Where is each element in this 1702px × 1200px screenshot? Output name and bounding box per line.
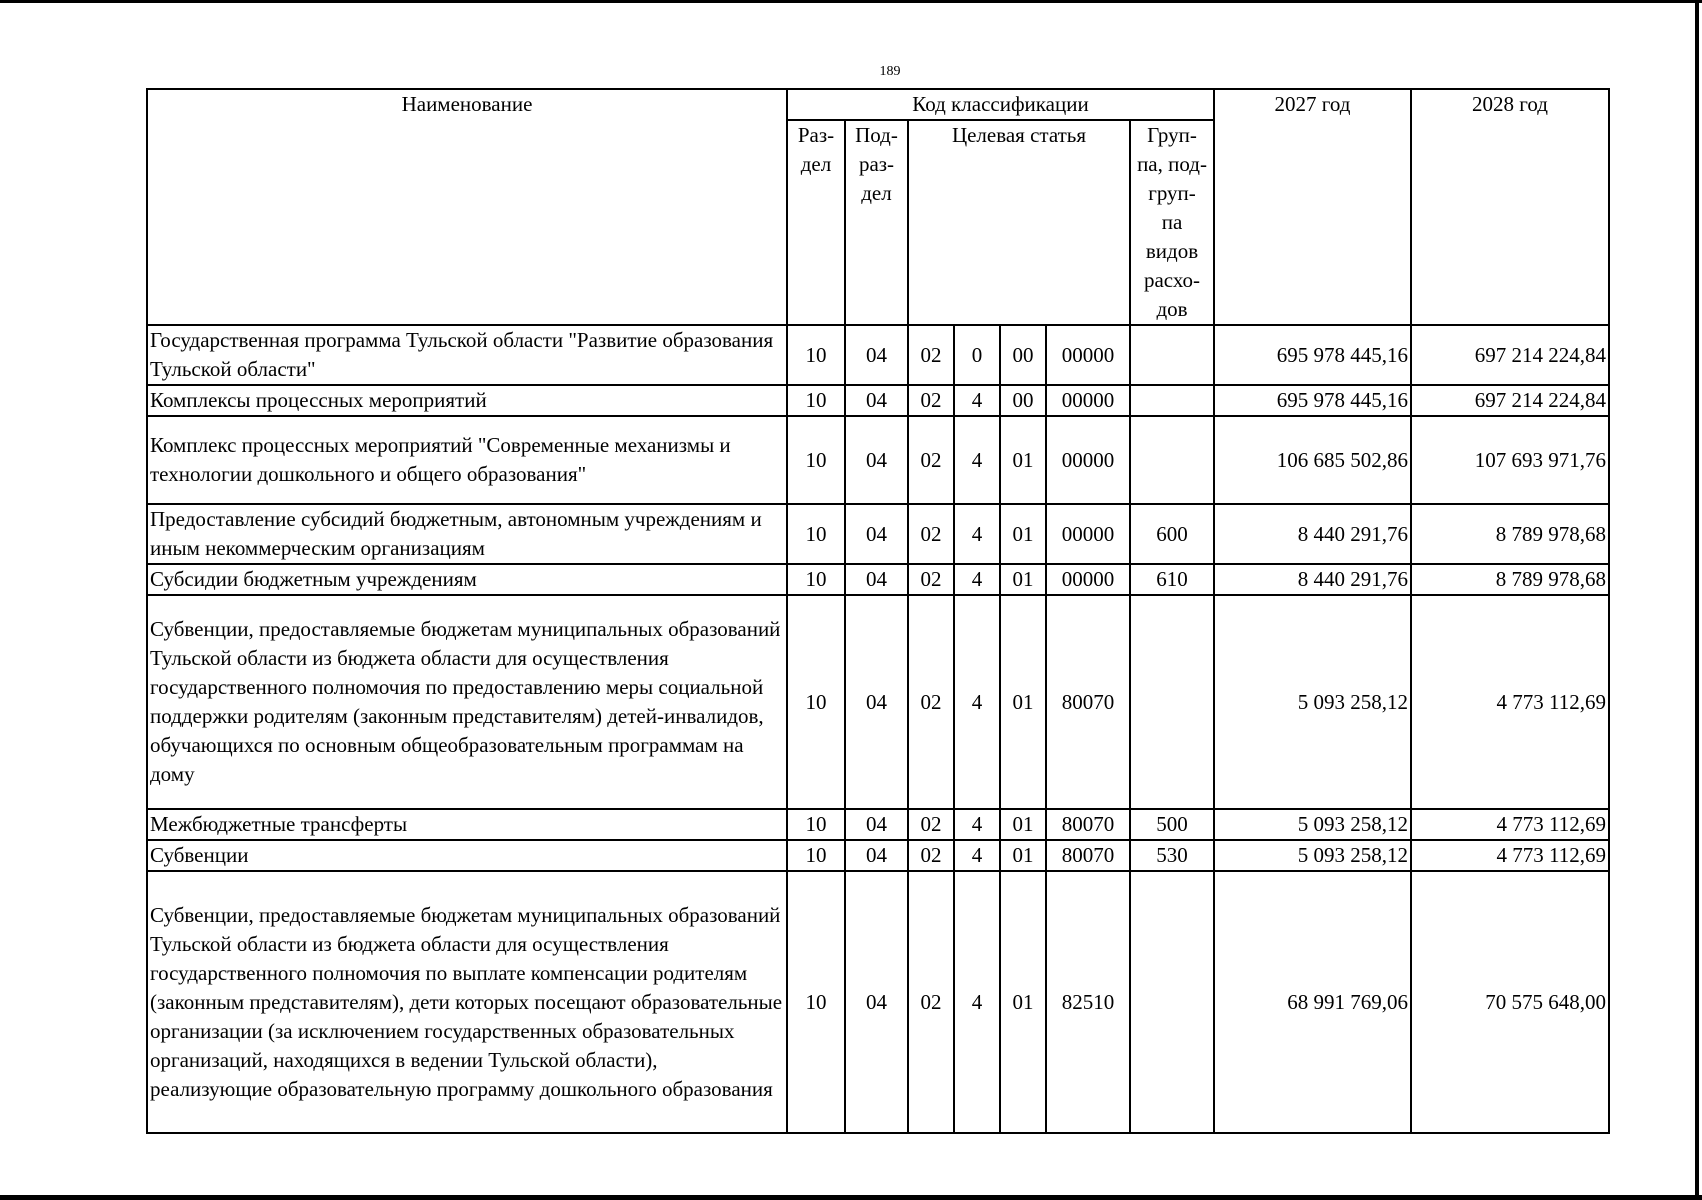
row-name: Субвенции, предоставляемые бюджетам муниципальных образований Тульской области из бюджета области для осуществления государственного полномочия по предоставлению меры социальной поддержки родителям (законным представителям) детей-инвалидов, обучающихся по основным общеобразовательным программам на дому [147, 595, 787, 809]
header-target-article: Целевая статья [908, 120, 1130, 325]
row-target-complex: 01 [1000, 504, 1046, 564]
row-podrazdel: 04 [845, 595, 908, 809]
row-target-complex: 01 [1000, 840, 1046, 871]
row-expense-group [1130, 325, 1214, 385]
row-amount-2028: 4 773 112,69 [1411, 809, 1609, 840]
row-amount-2027: 106 685 502,86 [1214, 416, 1411, 504]
row-podrazdel: 04 [845, 504, 908, 564]
row-amount-2028: 697 214 224,84 [1411, 325, 1609, 385]
row-target-complex: 00 [1000, 385, 1046, 416]
row-target-direction: 80070 [1046, 809, 1130, 840]
row-amount-2027: 695 978 445,16 [1214, 385, 1411, 416]
row-podrazdel: 04 [845, 840, 908, 871]
row-target-type: 4 [954, 385, 1000, 416]
row-amount-2027: 8 440 291,76 [1214, 564, 1411, 595]
row-razdel: 10 [787, 871, 845, 1133]
row-razdel: 10 [787, 325, 845, 385]
row-target-direction: 80070 [1046, 840, 1130, 871]
row-amount-2028: 107 693 971,76 [1411, 416, 1609, 504]
row-amount-2028: 70 575 648,00 [1411, 871, 1609, 1133]
row-target-program: 02 [908, 809, 954, 840]
row-target-program: 02 [908, 871, 954, 1133]
row-razdel: 10 [787, 416, 845, 504]
row-expense-group [1130, 871, 1214, 1133]
table-row [147, 809, 1609, 840]
row-name: Предоставление субсидий бюджетным, автономным учреждениям и иным некоммерческим организациям [147, 504, 787, 564]
row-expense-group [1130, 595, 1214, 809]
table-row [147, 385, 1609, 416]
budget-table [146, 88, 1610, 1134]
row-target-type: 4 [954, 809, 1000, 840]
header-row [147, 89, 1609, 120]
row-podrazdel: 04 [845, 809, 908, 840]
row-name: Комплекс процессных мероприятий "Современные механизмы и технологии дошкольного и общего образования" [147, 416, 787, 504]
row-amount-2027: 5 093 258,12 [1214, 809, 1411, 840]
scan-border-right [1695, 0, 1699, 1200]
row-name: Межбюджетные трансферты [147, 809, 787, 840]
row-target-program: 02 [908, 840, 954, 871]
row-target-type: 4 [954, 840, 1000, 871]
row-target-type: 4 [954, 416, 1000, 504]
table-row [147, 416, 1609, 504]
row-target-direction: 80070 [1046, 595, 1130, 809]
row-expense-group: 530 [1130, 840, 1214, 871]
row-target-direction: 00000 [1046, 416, 1130, 504]
row-podrazdel: 04 [845, 416, 908, 504]
row-amount-2027: 68 991 769,06 [1214, 871, 1411, 1133]
table-row [147, 840, 1609, 871]
row-razdel: 10 [787, 504, 845, 564]
row-razdel: 10 [787, 840, 845, 871]
row-amount-2027: 5 093 258,12 [1214, 840, 1411, 871]
row-target-complex: 01 [1000, 871, 1046, 1133]
row-target-type: 0 [954, 325, 1000, 385]
header-name: Наименование [147, 89, 787, 325]
row-target-type: 4 [954, 564, 1000, 595]
header-classification-code: Код классификации [787, 89, 1214, 120]
row-expense-group: 500 [1130, 809, 1214, 840]
table-row [147, 504, 1609, 564]
row-target-program: 02 [908, 595, 954, 809]
header-year-2027: 2027 год [1214, 89, 1411, 325]
scan-border-bottom [0, 1195, 1702, 1200]
row-target-complex: 00 [1000, 325, 1046, 385]
row-expense-group: 610 [1130, 564, 1214, 595]
row-name: Субвенции [147, 840, 787, 871]
row-target-complex: 01 [1000, 595, 1046, 809]
header-podrazdel: Под- раз- дел [845, 120, 908, 325]
row-target-direction: 00000 [1046, 564, 1130, 595]
header-razdel: Раз- дел [787, 120, 845, 325]
page-number: 189 [879, 64, 901, 79]
row-expense-group: 600 [1130, 504, 1214, 564]
row-target-program: 02 [908, 416, 954, 504]
row-amount-2028: 697 214 224,84 [1411, 385, 1609, 416]
scan-border-top [0, 0, 1702, 3]
table-row [147, 325, 1609, 385]
row-name: Субсидии бюджетным учреждениям [147, 564, 787, 595]
row-amount-2028: 4 773 112,69 [1411, 840, 1609, 871]
row-razdel: 10 [787, 809, 845, 840]
row-podrazdel: 04 [845, 564, 908, 595]
row-target-direction: 00000 [1046, 504, 1130, 564]
row-name: Комплексы процессных мероприятий [147, 385, 787, 416]
table-row [147, 564, 1609, 595]
row-target-direction: 00000 [1046, 325, 1130, 385]
row-target-direction: 82510 [1046, 871, 1130, 1133]
row-razdel: 10 [787, 595, 845, 809]
row-name: Государственная программа Тульской области "Развитие образования Тульской области" [147, 325, 787, 385]
row-target-complex: 01 [1000, 416, 1046, 504]
row-podrazdel: 04 [845, 385, 908, 416]
row-razdel: 10 [787, 385, 845, 416]
row-target-program: 02 [908, 325, 954, 385]
row-target-complex: 01 [1000, 809, 1046, 840]
row-amount-2028: 4 773 112,69 [1411, 595, 1609, 809]
header-year-2028: 2028 год [1411, 89, 1609, 325]
row-amount-2027: 695 978 445,16 [1214, 325, 1411, 385]
row-target-type: 4 [954, 504, 1000, 564]
row-expense-group [1130, 385, 1214, 416]
row-expense-group [1130, 416, 1214, 504]
row-target-program: 02 [908, 385, 954, 416]
row-target-complex: 01 [1000, 564, 1046, 595]
row-target-direction: 00000 [1046, 385, 1130, 416]
row-amount-2027: 8 440 291,76 [1214, 504, 1411, 564]
row-target-type: 4 [954, 595, 1000, 809]
row-podrazdel: 04 [845, 325, 908, 385]
row-name: Субвенции, предоставляемые бюджетам муниципальных образований Тульской области из бюджета области для осуществления государственного полномочия по выплате компенсации родителям (законным представителям), дети которых посещают образовательные организации (за исключением государственных образовательных организаций, находящихся в ведении Тульской области), реализующие образовательную программу дошкольного образования [147, 871, 787, 1133]
row-amount-2028: 8 789 978,68 [1411, 504, 1609, 564]
row-podrazdel: 04 [845, 871, 908, 1133]
header-expense-group: Груп- па, под- груп- па видов расхо- дов [1130, 120, 1214, 325]
table-row [147, 871, 1609, 1133]
row-target-program: 02 [908, 504, 954, 564]
table-row [147, 595, 1609, 809]
row-razdel: 10 [787, 564, 845, 595]
row-amount-2027: 5 093 258,12 [1214, 595, 1411, 809]
row-amount-2028: 8 789 978,68 [1411, 564, 1609, 595]
row-target-program: 02 [908, 564, 954, 595]
row-target-type: 4 [954, 871, 1000, 1133]
